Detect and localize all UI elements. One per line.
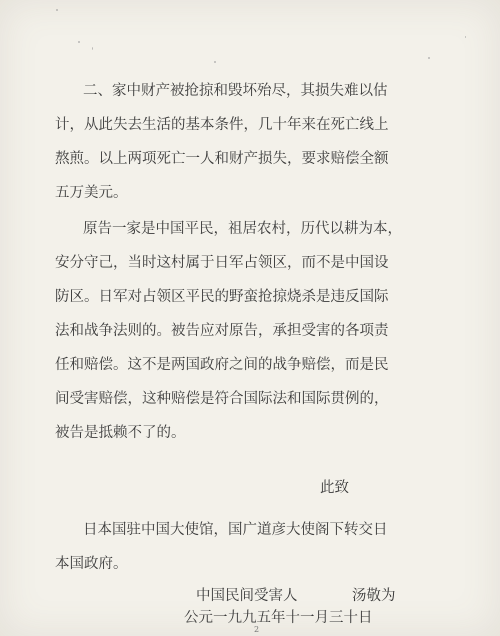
recipient-line-2: 本国政府。 (55, 556, 128, 572)
letter-date: 公元一九九五年十一月三十日 (184, 610, 373, 626)
paragraph-1-line-4: 五万美元。 (55, 185, 128, 201)
paragraph-1-line-2: 计，从此失去生活的基本条件，几十年来在死亡线上 (55, 117, 389, 133)
page-number: 2 (254, 625, 260, 634)
scan-speck (428, 57, 430, 59)
paragraph-1-line-1: 二、家中财产被抢掠和毁坏殆尽，其损失难以估 (83, 83, 388, 99)
paragraph-2-line-4: 法和战争法则的。被告应对原告，承担受害的各项责 (55, 323, 389, 339)
paragraph-1-line-3: 熬煎。以上两项死亡一人和财产损失，要求赔偿全额 (55, 151, 389, 167)
paragraph-2-line-7: 被告是抵赖不了的。 (55, 425, 186, 441)
closing-salutation: 此致 (320, 480, 349, 496)
paragraph-2-line-1: 原告一家是中国平民，祖居农村，历代以耕为本， (83, 221, 402, 237)
paragraph-2-line-6: 间受害赔偿，这种赔偿是符合国际法和国际贯例的， (55, 391, 389, 407)
scan-speck (78, 41, 80, 43)
sender-name: 汤敬为 (352, 588, 396, 604)
scan-speck (214, 61, 216, 63)
scan-speck (92, 47, 93, 50)
recipient-line-1: 日本国驻中国大使馆，国广道彦大使阁下转交日 (83, 522, 388, 538)
paragraph-2-line-3: 防区。日军对占领区平民的野蛮抢掠烧杀是违反国际 (55, 289, 389, 305)
sender-label: 中国民间受害人 (196, 588, 298, 604)
paragraph-2-line-2: 安分守己，当时这村属于日军占领区，而不是中国设 (55, 255, 389, 271)
scan-speck (465, 36, 466, 38)
paragraph-2-line-5: 任和赔偿。这不是两国政府之间的战争赔偿，而是民 (55, 357, 389, 373)
scan-speck (56, 9, 58, 11)
